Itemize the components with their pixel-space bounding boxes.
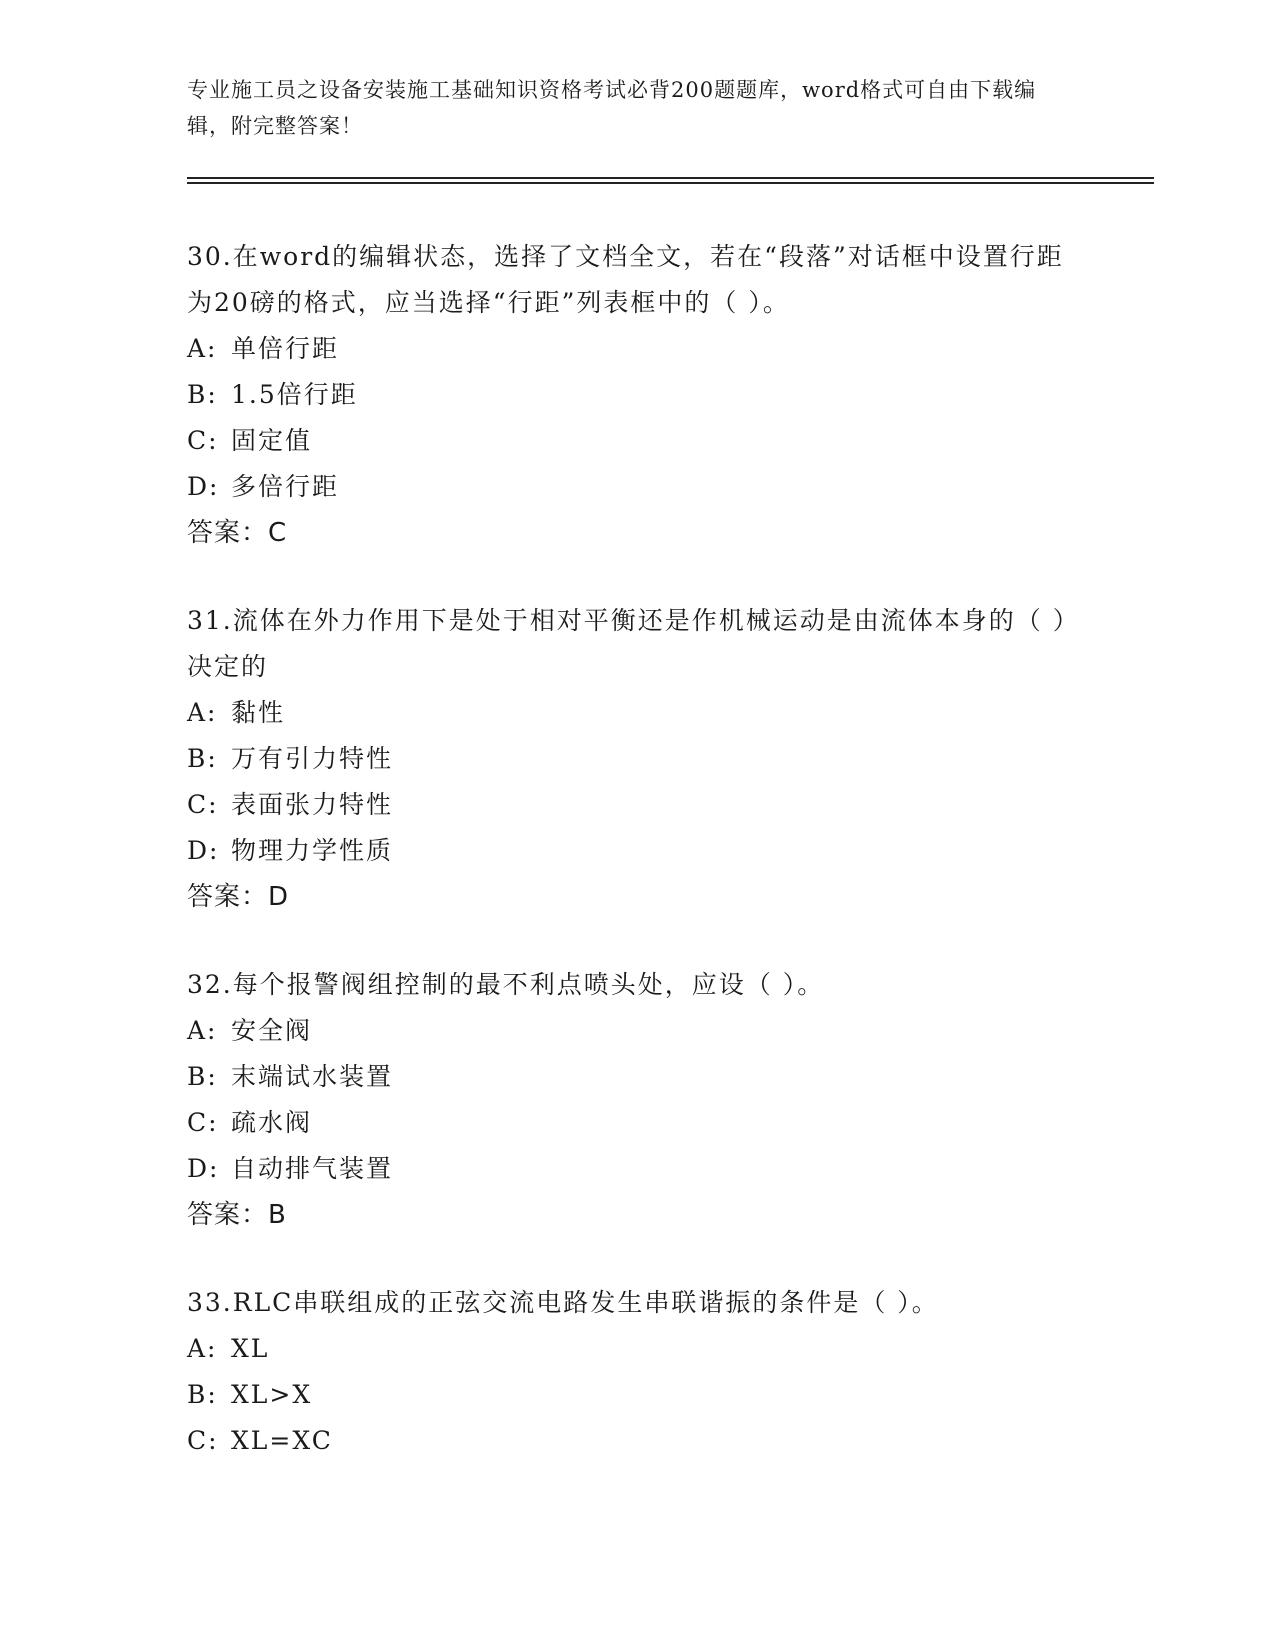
answer-line: 答案：D — [187, 882, 290, 912]
option-key: B: — [187, 744, 218, 773]
option-key: B: — [187, 380, 218, 409]
option-text: 疏水阀 — [231, 1108, 313, 1137]
option-b — [187, 372, 1087, 418]
option-text: 自动排气装置 — [231, 1154, 394, 1183]
option-c — [187, 1100, 1087, 1146]
option-key: D: — [187, 472, 220, 501]
question-33 — [187, 1280, 1087, 1464]
option-c — [187, 1418, 1087, 1464]
option-text: 黏性 — [231, 698, 286, 727]
option-key: A: — [187, 1016, 218, 1045]
option-c — [187, 782, 1087, 828]
question-30 — [187, 234, 1087, 556]
option-key: D: — [187, 1154, 220, 1183]
option-text: 末端试水装置 — [231, 1062, 394, 1091]
option-b — [187, 1372, 1087, 1418]
question-list — [187, 234, 1087, 1506]
option-text: 1.5倍行距 — [231, 380, 358, 409]
question-text: 31.流体在外力作用下是处于相对平衡还是作机械运动是由流体本身的（ ）决定的 — [187, 606, 1080, 681]
option-key: C: — [187, 790, 219, 819]
option-d — [187, 828, 1087, 874]
option-text: 安全阀 — [231, 1016, 313, 1045]
option-a — [187, 1326, 1087, 1372]
option-text: XL>X — [231, 1380, 313, 1409]
option-d — [187, 1146, 1087, 1192]
option-d — [187, 464, 1087, 510]
option-b — [187, 736, 1087, 782]
header-title: 专业施工员之设备安装施工基础知识资格考试必背200题题库，word格式可自由下载编辑，附完整答案！ — [187, 78, 1037, 138]
option-key: C: — [187, 1108, 219, 1137]
option-text: 固定值 — [231, 426, 313, 455]
answer-line: 答案：B — [187, 1200, 287, 1230]
option-c — [187, 418, 1087, 464]
answer-line: 答案：C — [187, 518, 288, 548]
option-key: C: — [187, 426, 219, 455]
option-text: 单倍行距 — [231, 334, 340, 363]
document-header — [187, 72, 1067, 144]
header-divider-bottom — [187, 182, 1154, 184]
option-text: XL — [231, 1334, 270, 1363]
option-key: A: — [187, 698, 218, 727]
option-text: 物理力学性质 — [231, 836, 394, 865]
option-key: B: — [187, 1062, 218, 1091]
option-text: 万有引力特性 — [231, 744, 394, 773]
option-b — [187, 1054, 1087, 1100]
question-31 — [187, 598, 1087, 920]
question-text: 30.在word的编辑状态，选择了文档全文，若在“段落”对话框中设置行距为20磅的格式，应当选择“行距”列表框中的（ ）。 — [187, 242, 1064, 317]
option-key: B: — [187, 1380, 218, 1409]
option-key: A: — [187, 1334, 218, 1363]
question-text: 32.每个报警阀组控制的最不利点喷头处，应设（ ）。 — [187, 970, 825, 999]
question-text: 33.RLC串联组成的正弦交流电路发生串联谐振的条件是（ ）。 — [187, 1288, 939, 1317]
header-divider-top — [187, 177, 1154, 179]
option-key: C: — [187, 1426, 219, 1455]
option-a — [187, 326, 1087, 372]
option-text: 多倍行距 — [231, 472, 340, 501]
option-a — [187, 690, 1087, 736]
option-text: 表面张力特性 — [231, 790, 394, 819]
option-key: A: — [187, 334, 218, 363]
option-text: XL=XC — [231, 1426, 333, 1455]
question-32 — [187, 962, 1087, 1238]
option-key: D: — [187, 836, 220, 865]
option-a — [187, 1008, 1087, 1054]
